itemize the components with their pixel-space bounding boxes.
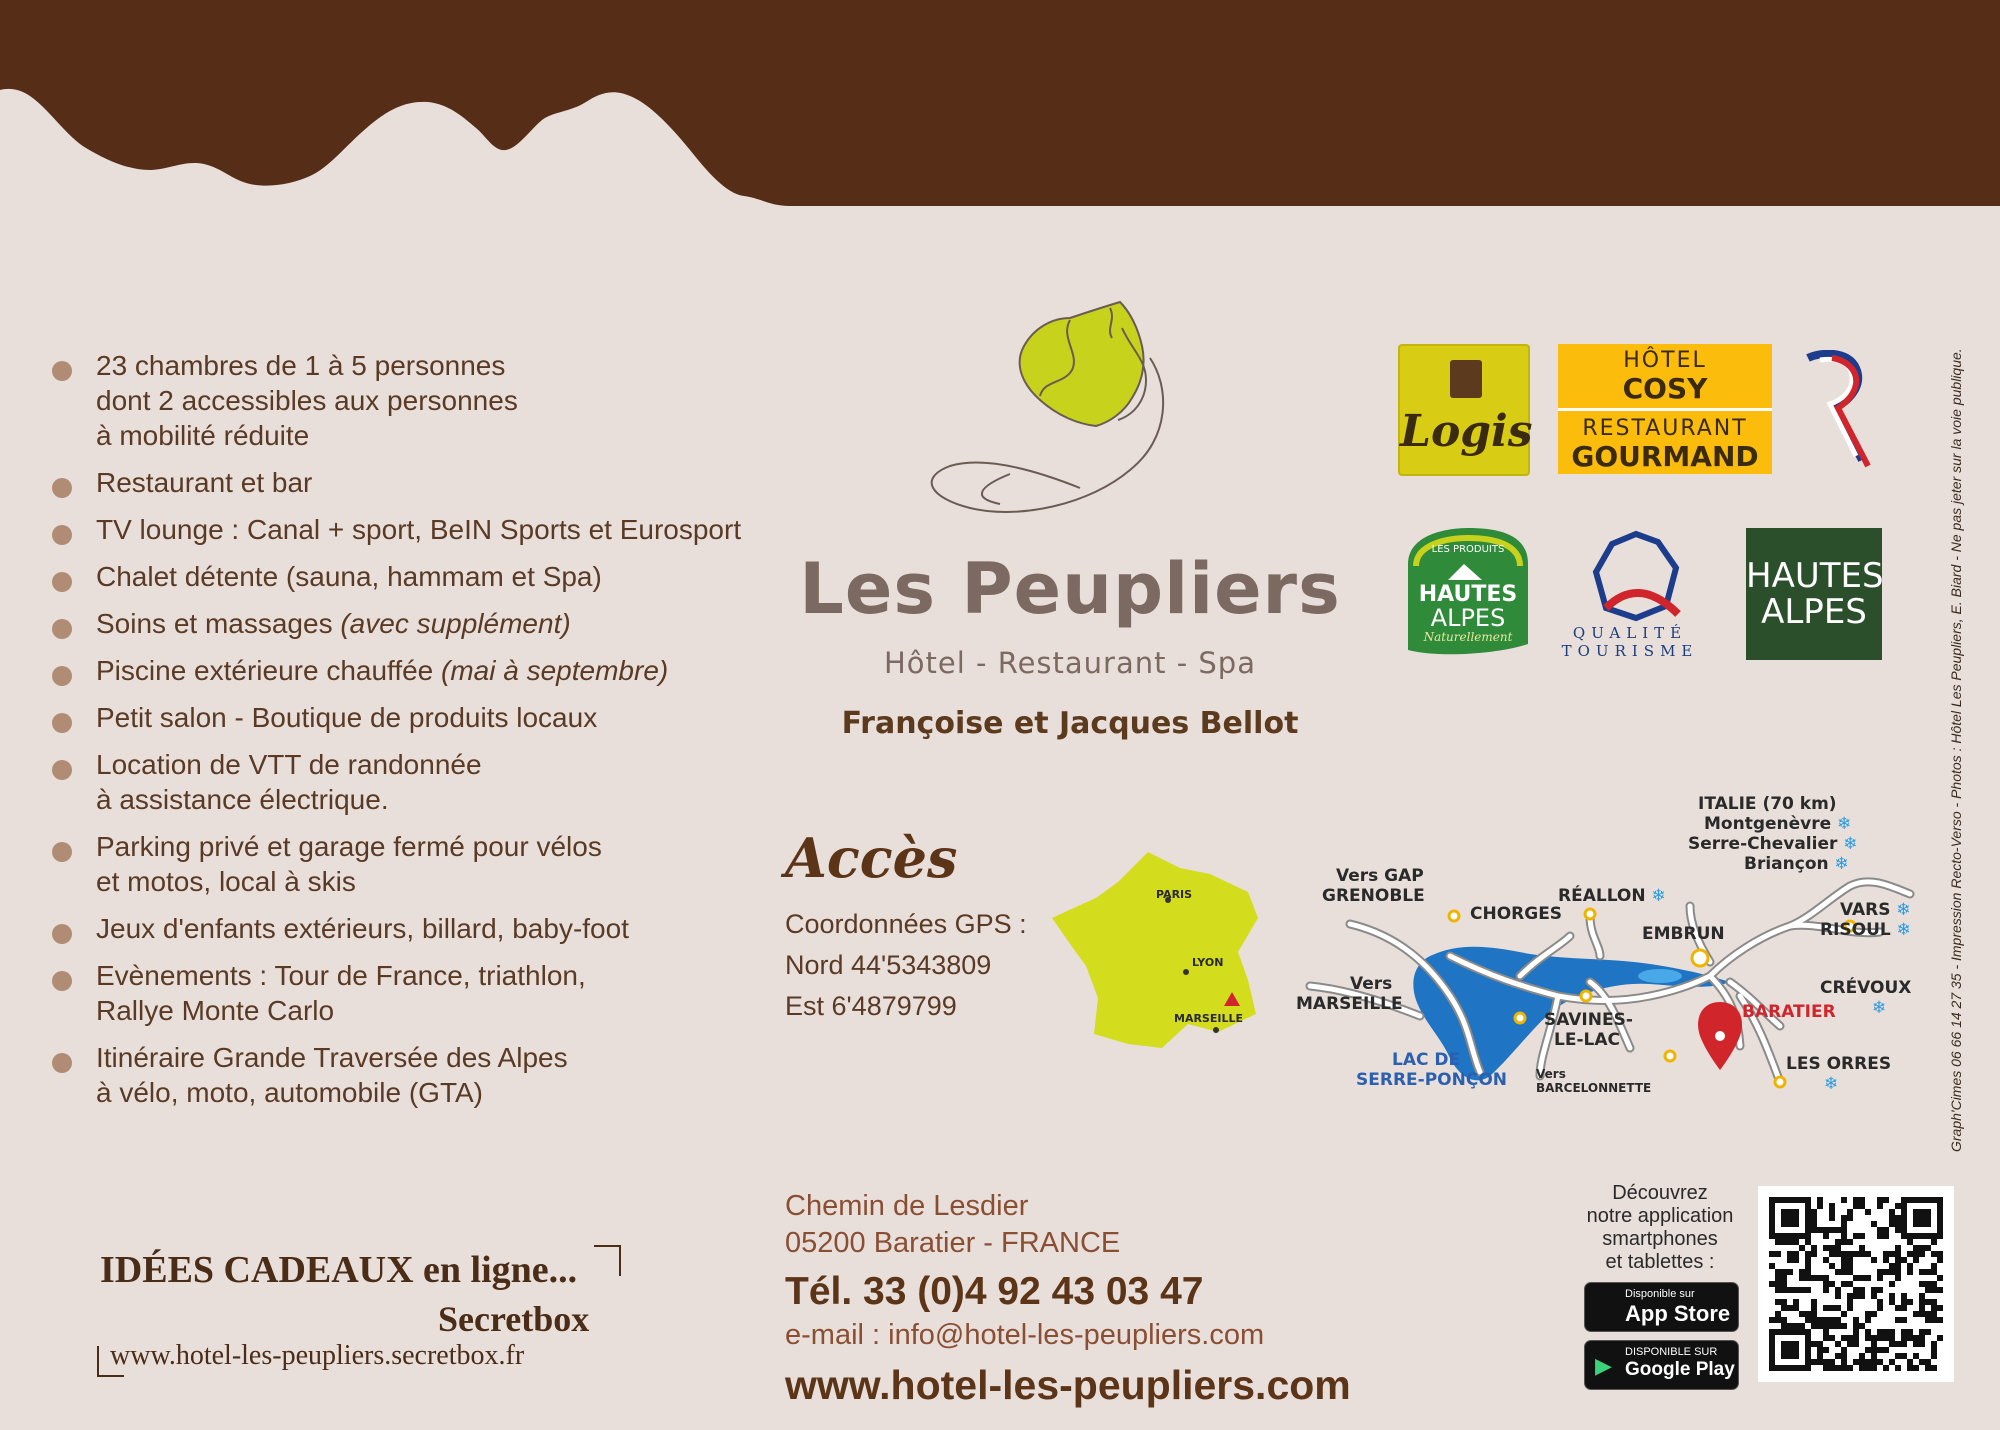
list-item: Piscine extérieure chauffée (mai à septembre): [52, 653, 752, 688]
list-item: Restaurant et bar: [52, 465, 752, 500]
address-city: 05200 Baratier - FRANCE: [785, 1227, 1121, 1259]
region-map: ITALIE (70 km) Montgenèvre ❄ Serre-Chevalier ❄ Briançon ❄ Vers GAP GRENOBLE CHORGES RÉALLON ❄ EMBRUN VARS ❄ RISOUL ❄ Vers MARSEILLE SAVINES- LE-LAC CRÉVOUX ❄ BARATIER LES ORRES ❄ LAC DE SERRE-PONÇON Vers BARCELONNETTE: [1290, 786, 1930, 1106]
logis-logo: Logis: [1398, 344, 1530, 476]
bullet-icon: [52, 713, 72, 733]
lamp-icon: [1450, 360, 1482, 398]
snow-icon: ❄: [1824, 1074, 1839, 1094]
hautes-alpes-naturellement-logo: LES PRODUITS HAUTES ALPES Naturellement: [1398, 524, 1538, 664]
list-item: Petit salon - Boutique de produits locaux: [52, 700, 752, 735]
bullet-icon: [52, 572, 72, 592]
republique-r-logo-icon: [1800, 350, 1880, 476]
list-item: Chalet détente (sauna, hammam et Spa): [52, 559, 752, 594]
play-icon: ▶: [1595, 1353, 1612, 1378]
brand-subtitle: Hôtel - Restaurant - Spa: [884, 646, 1256, 680]
google-play-button[interactable]: ▶ DISPONIBLE SUR Google Play: [1584, 1340, 1739, 1390]
france-map: PARIS LYON MARSEILLE: [1048, 848, 1268, 1058]
phone-number[interactable]: Tél. 33 (0)4 92 43 03 47: [785, 1270, 1204, 1313]
website-link[interactable]: www.hotel-les-peupliers.com: [785, 1362, 1351, 1408]
email-link[interactable]: e-mail : info@hotel-les-peupliers.com: [785, 1319, 1265, 1351]
address-street: Chemin de Lesdier: [785, 1190, 1029, 1222]
app-store-button[interactable]: Disponible sur App Store: [1584, 1282, 1739, 1332]
mountain-header: [0, 0, 2000, 210]
list-item: Location de VTT de randonnée à assistance électrique.: [52, 747, 752, 817]
qualite-tourisme-label: QUALITÉ TOURISME: [1561, 624, 1699, 660]
bullet-icon: [52, 842, 72, 862]
leaf-logo-icon: [910, 298, 1260, 538]
corner-bracket-top-icon: [594, 1244, 624, 1278]
bullet-icon: [52, 971, 72, 991]
qualite-tourisme-logo-icon: [1586, 528, 1686, 624]
bullet-icon: [52, 478, 72, 498]
qr-code-icon: [1758, 1186, 1954, 1382]
list-item: Evènements : Tour de France, triathlon, Rallye Monte Carlo: [52, 958, 752, 1028]
list-item: 23 chambres de 1 à 5 personnes dont 2 accessibles aux personnes à mobilité réduite: [52, 348, 752, 453]
gift-ideas-title: IDÉES CADEAUX en ligne...: [100, 1249, 578, 1291]
app-promo-text: Découvrez notre application smartphones et tablettes :: [1586, 1182, 1734, 1273]
bullet-icon: [52, 760, 72, 780]
secretbox-label: Secretbox: [438, 1299, 590, 1339]
bullet-icon: [52, 619, 72, 639]
corner-bracket-bottom-icon: [96, 1346, 126, 1380]
features-list: [52, 348, 752, 1122]
hautes-alpes-logo: HAUTES ALPES: [1746, 528, 1882, 660]
list-item: TV lounge : Canal + sport, BeIN Sports et Eurosport: [52, 512, 752, 547]
bullet-icon: [52, 361, 72, 381]
credits-vertical: Graph'Cimes 06 66 14 27 35 - Impression Recto-Verso - Photos : Hôtel Les Peupliers, E. Biard - Ne pas jeter sur la voie publique.: [1948, 348, 1964, 1152]
brand-title: Les Peupliers: [799, 548, 1341, 630]
bullet-icon: [52, 924, 72, 944]
bullet-icon: [52, 1053, 72, 1073]
qr-code[interactable]: [1758, 1186, 1954, 1382]
gps-coordinates: Coordonnées GPS : Nord 44'5343809 Est 6'4879799: [785, 909, 1027, 1021]
acces-title: Accès: [785, 826, 958, 890]
france-shape-icon: [1048, 848, 1268, 1058]
list-item: Soins et massages (avec supplément): [52, 606, 752, 641]
cosy-gourmand-logo: HÔTEL COSY RESTAURANT GOURMAND: [1558, 344, 1772, 474]
owners: Françoise et Jacques Bellot: [841, 706, 1299, 741]
secretbox-url[interactable]: www.hotel-les-peupliers.secretbox.fr: [110, 1340, 525, 1371]
list-item: Itinéraire Grande Traversée des Alpes à vélo, moto, automobile (GTA): [52, 1040, 752, 1110]
contact-block: [785, 1188, 1351, 1410]
list-item: Parking privé et garage fermé pour vélos et motos, local à skis: [52, 829, 752, 899]
bullet-icon: [52, 666, 72, 686]
bullet-icon: [52, 525, 72, 545]
snow-icon: ❄: [1872, 998, 1887, 1018]
list-item: Jeux d'enfants extérieurs, billard, baby-foot: [52, 911, 752, 946]
